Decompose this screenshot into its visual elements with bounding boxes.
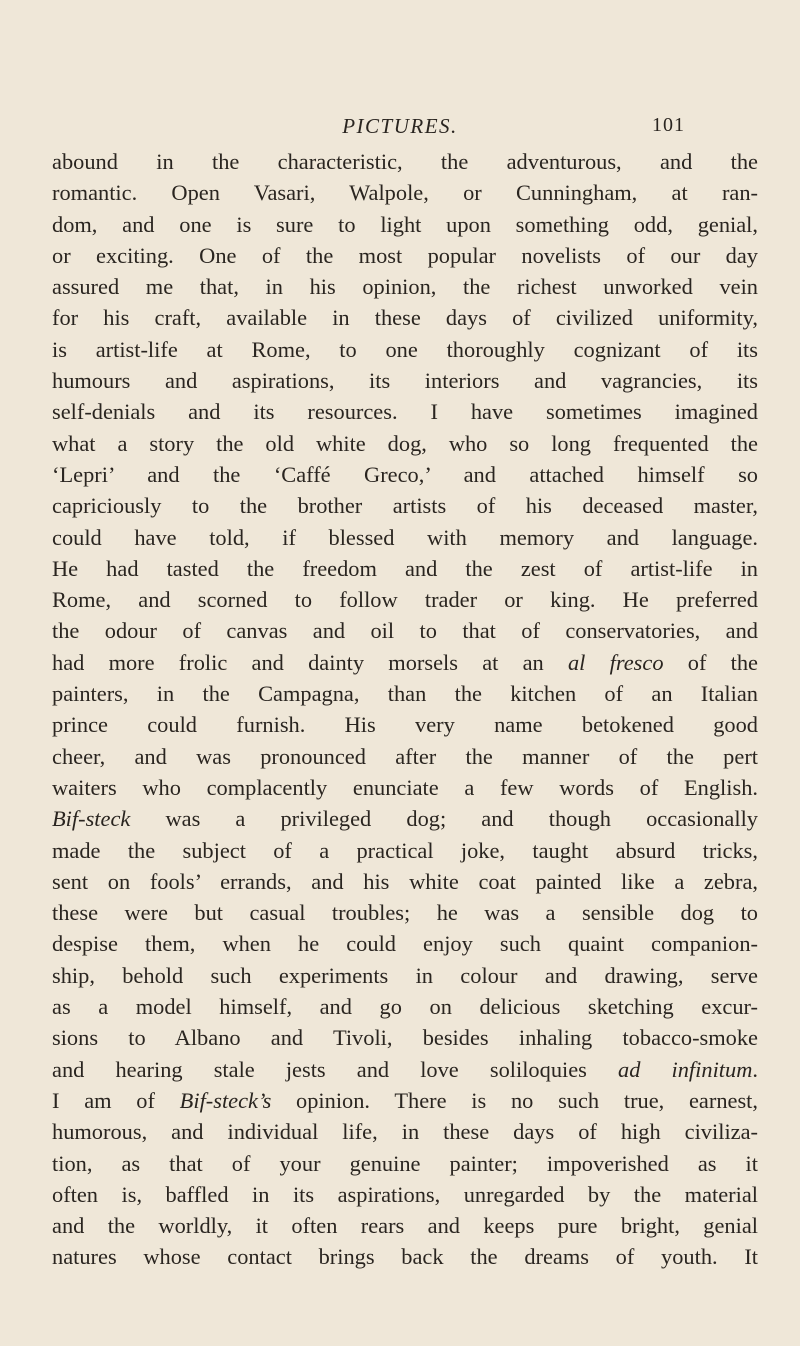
text-run: cheer, and was pronounced after the manner of the pert	[52, 743, 758, 769]
text-run: romantic. Open Vasari, Walpole, or Cunningham, at ran-	[52, 180, 758, 206]
body-text	[52, 146, 758, 1273]
text-run: and the worldly, it often rears and keeps pure bright, genial	[52, 1213, 758, 1239]
text-line	[52, 365, 758, 396]
text-line	[52, 1085, 758, 1116]
text-run: humorous, and individual life, in these days of high civiliza-	[52, 1119, 758, 1145]
text-run: these were but casual troubles; he was a sensible dog to	[52, 900, 758, 926]
page-number: 101	[652, 114, 685, 136]
text-line	[52, 1179, 758, 1210]
text-run: waiters who complacently enunciate a few words of English.	[52, 774, 758, 800]
text-run: ship, behold such experiments in colour and drawing, serve	[52, 962, 758, 988]
text-line	[52, 897, 758, 928]
text-run: natures whose contact brings back the dreams of youth. It	[52, 1244, 758, 1270]
text-run: of the	[663, 649, 758, 675]
text-run: sent on fools’ errands, and his white coat painted like a zebra,	[52, 868, 758, 894]
text-run: self-denials and its resources. I have sometimes imagined	[52, 399, 758, 425]
text-line	[52, 866, 758, 897]
text-line	[52, 678, 758, 709]
text-run: the odour of canvas and oil to that of conservatories, and	[52, 618, 758, 644]
text-line	[52, 960, 758, 991]
text-run: abound in the characteristic, the adventurous, and the	[52, 149, 758, 174]
text-run: sions to Albano and Tivoli, besides inhaling tobacco-smoke	[52, 1025, 758, 1051]
text-line	[52, 1022, 758, 1053]
text-run: what a story the old white dog, who so long frequented the	[52, 430, 758, 456]
text-run: ‘Lepri’ and the ‘Caffé Greco,’ and attached himself so	[52, 461, 758, 487]
text-run: and hearing stale jests and love soliloquies	[52, 1056, 619, 1082]
text-line	[52, 271, 758, 302]
text-run: was a privileged dog; and though occasionally	[130, 806, 758, 832]
text-line	[52, 396, 758, 427]
text-run: assured me that, in his opinion, the richest unworked vein	[52, 274, 758, 300]
text-line	[52, 1241, 758, 1272]
italic-phrase: ad infinitum	[618, 1056, 753, 1082]
text-line	[52, 991, 758, 1022]
italic-phrase: Bif-steck	[52, 806, 131, 832]
text-run: opinion. There is no such true, earnest,	[271, 1087, 758, 1113]
text-line	[52, 741, 758, 772]
text-line	[52, 772, 758, 803]
text-line	[52, 1210, 758, 1241]
text-line	[52, 835, 758, 866]
text-run: as a model himself, and go on delicious sketching excur-	[52, 994, 758, 1020]
text-run: made the subject of a practical joke, taught absurd tricks,	[52, 837, 758, 863]
text-run: despise them, when he could enjoy such quaint companion-	[52, 931, 758, 957]
text-line	[52, 428, 758, 459]
text-line	[52, 1116, 758, 1147]
text-line	[52, 928, 758, 959]
running-title: PICTURES.	[342, 114, 458, 138]
text-line	[52, 177, 758, 208]
text-line	[52, 584, 758, 615]
text-line	[52, 1148, 758, 1179]
text-run: for his craft, available in these days of civilized uniformity,	[52, 305, 758, 331]
italic-phrase: Bif-steck’s	[179, 1087, 272, 1113]
text-line	[52, 803, 758, 834]
text-line	[52, 490, 758, 521]
text-run: He had tasted the freedom and the zest of artist-life in	[52, 555, 758, 581]
text-run: often is, baffled in its aspirations, unregarded by the material	[52, 1181, 758, 1207]
text-line	[52, 1054, 758, 1085]
text-line	[52, 334, 758, 365]
text-run: tion, as that of your genuine painter; impoverished as it	[52, 1150, 758, 1176]
text-run: or exciting. One of the most popular novelists of our day	[52, 242, 758, 268]
text-line	[52, 709, 758, 740]
text-line	[52, 302, 758, 333]
running-head	[0, 108, 800, 148]
italic-phrase: al fresco	[567, 649, 664, 675]
text-line	[52, 146, 758, 177]
text-run: capriciously to the brother artists of his deceased master,	[52, 493, 758, 519]
text-run: could have told, if blessed with memory and language.	[52, 524, 758, 550]
text-run: .	[752, 1056, 758, 1082]
text-run: humours and aspirations, its interiors and vagrancies, its	[52, 368, 758, 394]
text-line	[52, 522, 758, 553]
text-line	[52, 647, 758, 678]
text-run: Rome, and scorned to follow trader or king. He preferred	[52, 587, 758, 613]
text-line	[52, 459, 758, 490]
text-line	[52, 209, 758, 240]
text-run: prince could furnish. His very name betokened good	[52, 712, 758, 738]
text-line	[52, 553, 758, 584]
text-line	[52, 615, 758, 646]
text-run: painters, in the Campagna, than the kitchen of an Italian	[52, 681, 758, 707]
text-run: is artist-life at Rome, to one thoroughly cognizant of its	[52, 336, 758, 362]
text-line	[52, 240, 758, 271]
text-run: dom, and one is sure to light upon something odd, genial,	[52, 211, 758, 237]
text-run: I am of	[52, 1087, 180, 1113]
text-run: had more frolic and dainty morsels at an	[52, 649, 568, 675]
